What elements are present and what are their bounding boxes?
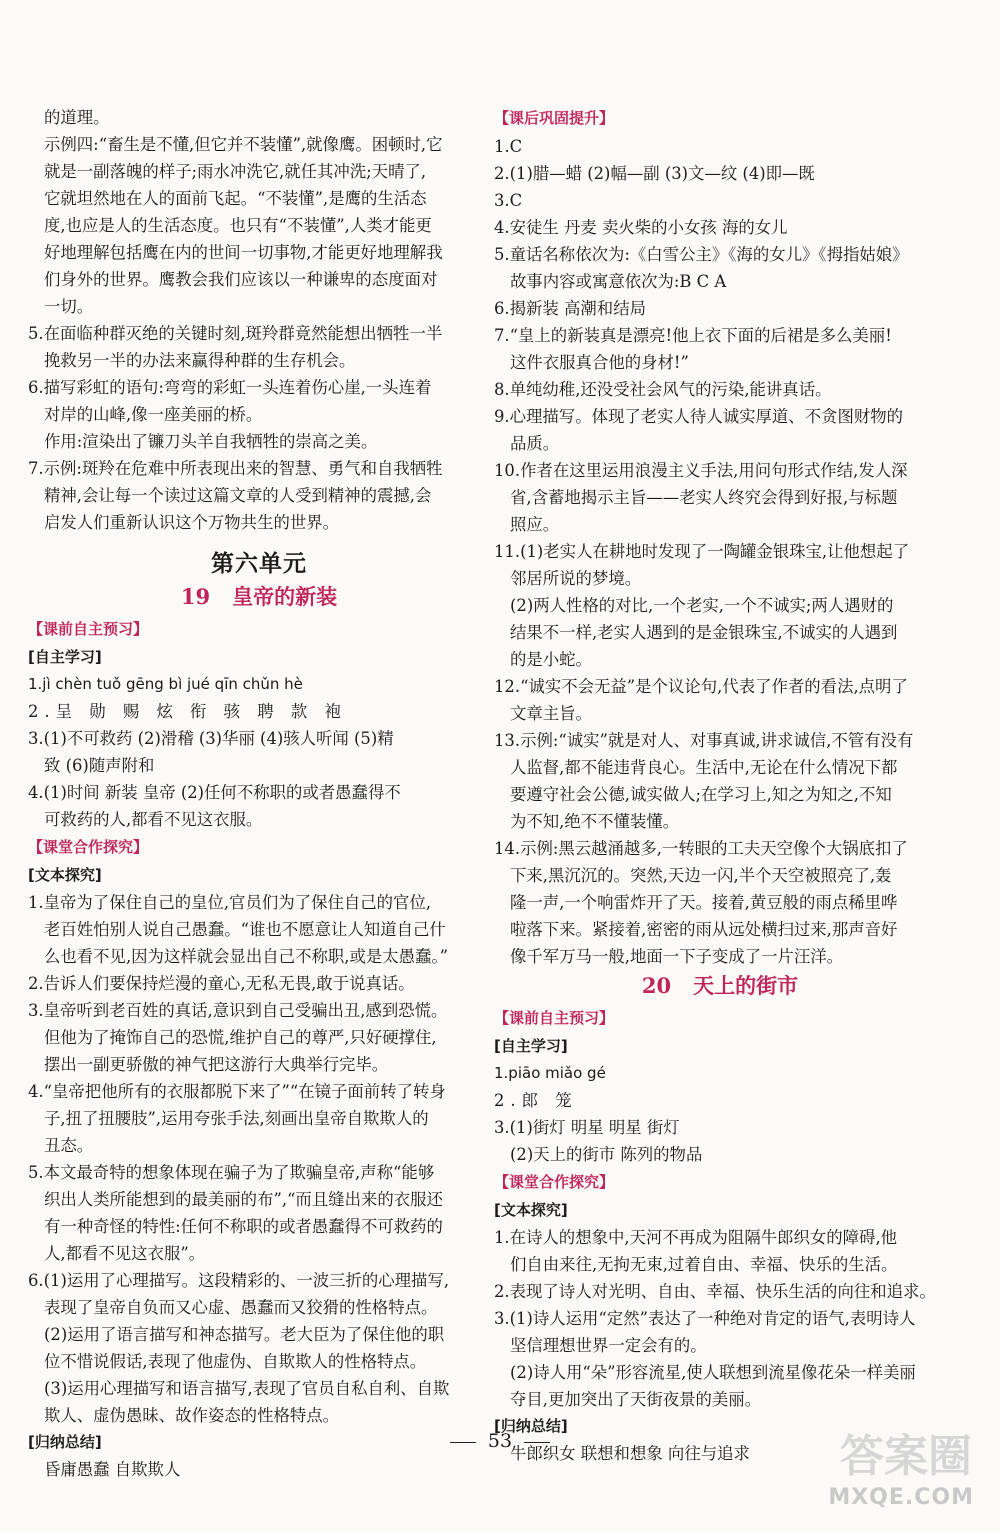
page-number-text: 53 xyxy=(487,1430,513,1452)
pinyin-answer: 1.jì chèn tuǒ gēng bì jué qīn chǔn hè xyxy=(28,675,303,693)
answer-line: 9.心理描写。体现了老实人待人诚实厚道、不贪图财物的 xyxy=(494,407,904,426)
answer-line: 14.示例:黑云越涌越多,一转眼的工夫天空像个大锅底扣了 xyxy=(494,839,908,858)
answer-continuation: 就是一副落魄的样子;雨水冲洗它,就任其冲洗;天晴了, xyxy=(44,162,427,181)
answer-line: 3.(1)不可救药 (2)滑稽 (3)华丽 (4)骇人听闻 (5)精 xyxy=(28,729,394,748)
answer-line: 2.表现了诗人对光明、自由、幸福、快乐生活的向往和追求。 xyxy=(494,1282,936,1301)
lesson-title xyxy=(28,583,490,610)
answer-continuation: 坚信理想世界一定会有的。 xyxy=(510,1336,707,1355)
answer-continuation: (2)诗人用“朵”形容流星,使人联想到流星像花朵一样美丽 xyxy=(510,1363,916,1382)
answer-continuation: 人监督,都不能违背良心。生活中,无论在什么情况下都 xyxy=(510,758,898,777)
answer-continuation: 丑态。 xyxy=(44,1136,94,1155)
answer-continuation: 要遵守社会公德,诚实做人;在学习上,知之为知之,不知 xyxy=(510,785,892,804)
answer-continuation: (2)两人性格的对比,一个老实,一个不诚实;两人遇财的 xyxy=(510,596,894,615)
answer-line: 5.本文最奇特的想象体现在骗子为了欺骗皇帝,声称“能够 xyxy=(28,1163,435,1182)
answer-continuation: 精神,会让每一个读过这篇文章的人受到精神的震撼,会 xyxy=(44,486,432,505)
answer-continuation: 作用:渲染出了镰刀头羊自我牺牲的崇高之美。 xyxy=(44,432,378,451)
answer-continuation: 但他为了掩饰自己的恐慌,维护自己的尊严,只好硬撑住, xyxy=(44,1028,437,1047)
answer-continuation: 人,都看不见这衣服”。 xyxy=(44,1244,206,1263)
answer-continuation: 文章主旨。 xyxy=(510,704,592,723)
answer-continuation: 摆出一副更骄傲的神气把这游行大典举行完毕。 xyxy=(44,1055,389,1074)
pinyin-answer: 1.piāo miǎo gé xyxy=(494,1064,606,1082)
answer-continuation: (2)运用了语言描写和神态描写。老大臣为了保住他的职 xyxy=(44,1325,445,1344)
section-heading: 【课堂合作探究】 xyxy=(28,838,149,856)
answer-continuation: 隆一声,一个响雷炸开了天。接着,黄豆般的雨点稀里哗 xyxy=(510,893,898,912)
left-column xyxy=(28,104,490,1483)
answer-line: 12.“诚实不会无益”是个议论句,代表了作者的看法,点明了 xyxy=(494,677,908,696)
answer-continuation: 邻居所说的梦境。 xyxy=(510,569,642,588)
dash-left xyxy=(450,1442,476,1443)
answer-continuation: 有一种奇怪的特性:任何不称职的或者愚蠢得不可救药的 xyxy=(44,1217,443,1236)
answer-line: 7.“皇上的新装真是漂亮!他上衣下面的后裙是多么美丽! xyxy=(494,326,892,345)
lesson-title xyxy=(494,972,946,999)
answer-continuation: 省,含蓄地揭示主旨——老实人终究会得到好报,与标题 xyxy=(510,488,898,507)
subsection-heading: [文本探究] xyxy=(28,866,102,884)
answer-line: 4.安徒生 丹麦 卖火柴的小女孩 海的女儿 xyxy=(494,218,788,237)
answer-continuation: 结果不一样,老实人遇到的是金银珠宝,不诚实的人遇到 xyxy=(510,623,898,642)
answer-continuation: 欺人、虚伪愚昧、故作姿态的性格特点。 xyxy=(44,1406,340,1425)
answer-continuation: 啦落下来。紧接着,密密的雨从远处横扫过来,那声音好 xyxy=(510,920,898,939)
answer-line: 10.作者在这里运用浪漫主义手法,用问句形式作结,发人深 xyxy=(494,461,908,480)
answer-continuation: 对岸的山峰,像一座美丽的桥。 xyxy=(44,405,263,424)
watermark-text: MXQE.COM xyxy=(828,1485,974,1510)
section-heading: 【课堂合作探究】 xyxy=(494,1173,615,1191)
answer-line: 1.皇帝为了保住自己的皇位,官员们为了保住自己的官位, xyxy=(28,893,432,912)
answer-line: 2.呈 勋 赐 炫 衔 骇 聘 款 袍 xyxy=(28,702,347,721)
answer-continuation: 子,扭了扭腰肢”,运用夸张手法,刻画出皇帝自欺欺人的 xyxy=(44,1109,429,1128)
answer-line: 2.(1)腊—蜡 (2)幅—副 (3)文—纹 (4)即—既 xyxy=(494,164,815,183)
answer-continuation: 夺目,更加突出了天街夜景的美丽。 xyxy=(510,1390,762,1409)
watermark-logo: 答案圈 xyxy=(840,1431,972,1482)
answer-continuation: 们自由来往,无拘无束,过着自由、幸福、快乐的生活。 xyxy=(510,1255,898,1274)
answer-continuation: 致 (6)随声附和 xyxy=(44,756,155,775)
answer-continuation: 它就坦然地在人的面前飞起。“不装懂”,是鹰的生活态 xyxy=(44,189,427,208)
section-heading: 【课前自主预习】 xyxy=(28,620,149,638)
answer-continuation: 表现了皇帝自负而又心虚、愚蠢而又狡猾的性格特点。 xyxy=(44,1298,438,1317)
answer-continuation: 为不知,绝不不懂装懂。 xyxy=(510,812,680,831)
answer-continuation: 织出人类所能想到的最美丽的布”,“而且缝出来的衣服还 xyxy=(44,1190,443,1209)
answer-line: 2.告诉人们要保持烂漫的童心,无私无畏,敢于说真话。 xyxy=(28,974,415,993)
answer-continuation: 示例四:“畜生是不懂,但它并不装懂”,就像鹰。困顿时,它 xyxy=(44,135,443,154)
subsection-heading: [自主学习] xyxy=(28,648,102,666)
answer-continuation: 老百姓怕别人说自己愚蠢。“谁也不愿意让人知道自己什 xyxy=(44,920,446,939)
answer-continuation: 像千军万马一般,地面一下子变成了一片汪洋。 xyxy=(510,947,844,966)
subsection-heading: [归纳总结] xyxy=(494,1417,568,1435)
answer-continuation: 么也看不见,因为这样就会显出自己不称职,或是太愚蠢。” xyxy=(44,947,448,966)
subsection-heading: [归纳总结] xyxy=(28,1433,102,1451)
answer-continuation: 故事内容或寓意依次为:B C A xyxy=(510,272,727,291)
answer-continuation: 可救药的人,都看不见这衣服。 xyxy=(44,810,263,829)
watermark xyxy=(828,1420,978,1512)
answer-continuation: 品质。 xyxy=(510,434,560,453)
subsection-heading: [自主学习] xyxy=(494,1037,568,1055)
subsection-heading: [文本探究] xyxy=(494,1201,568,1219)
answer-line: 1.在诗人的想象中,天河不再成为阻隔牛郎织女的障碍,他 xyxy=(494,1228,898,1247)
answer-line: 5.在面临种群灭绝的关键时刻,斑羚群竟然能想出牺牲一半 xyxy=(28,324,443,343)
answer-line: 6.(1)运用了心理描写。这段精彩的、一波三折的心理描写, xyxy=(28,1271,450,1290)
answer-continuation: 挽救另一半的办法来赢得种群的生存机会。 xyxy=(44,351,356,370)
answer-line: 4.(1)时间 新装 皇帝 (2)任何不称职的或者愚蠢得不 xyxy=(28,783,401,802)
dash-right xyxy=(524,1442,550,1443)
answer-line: 3.C xyxy=(494,191,523,210)
answer-continuation: 们身外的世界。鹰教会我们应该以一种谦卑的态度面对 xyxy=(44,270,438,289)
answer-line: 5.童话名称依次为:《白雪公主》《海的女儿》《拇指姑娘》 xyxy=(494,245,909,264)
answer-continuation: 的道理。 xyxy=(44,108,110,127)
answer-line: 8.单纯幼稚,还没受社会风气的污染,能讲真话。 xyxy=(494,380,832,399)
answer-line: 13.示例:“诚实”就是对人、对事真诚,讲求诚信,不管有没有 xyxy=(494,731,914,750)
answer-line: 6.揭新装 高潮和结局 xyxy=(494,299,646,318)
answer-continuation: 的是小蛇。 xyxy=(510,650,592,669)
answer-line: 3.皇帝听到老百姓的真话,意识到自己受骗出丑,感到恐慌。 xyxy=(28,1001,448,1020)
answer-continuation: 昏庸愚蠢 自欺欺人 xyxy=(44,1460,181,1479)
answer-continuation: (2)天上的街市 陈列的物品 xyxy=(510,1145,703,1164)
section-heading: 【课前自主预习】 xyxy=(494,1009,615,1027)
answer-continuation: 照应。 xyxy=(510,515,560,534)
answer-line: 1.C xyxy=(494,137,523,156)
answer-line: 3.(1)街灯 明星 明星 街灯 xyxy=(494,1118,680,1137)
answer-continuation: 下来,黑沉沉的。突然,天边一闪,半个天空被照亮了,轰 xyxy=(510,866,892,885)
answer-line: 2.郎 笼 xyxy=(494,1091,578,1110)
answer-line: 3.(1)诗人运用“定然”表达了一种绝对肯定的语气,表明诗人 xyxy=(494,1309,916,1328)
answer-continuation: 这件衣服真合他的身材!” xyxy=(510,353,689,372)
answer-line: 4.“皇帝把他所有的衣服都脱下来了”“在镜子面前转了转身 xyxy=(28,1082,446,1101)
answer-continuation: 牛郎织女 联想和想象 向往与追求 xyxy=(510,1444,750,1463)
answer-continuation: 一切。 xyxy=(44,297,94,316)
answer-line: 11.(1)老实人在耕地时发现了一陶罐金银珠宝,让他想起了 xyxy=(494,542,910,561)
lesson-number: 19 xyxy=(180,584,211,609)
right-column xyxy=(494,104,946,1467)
section-heading: 【课后巩固提升】 xyxy=(494,109,615,127)
lesson-name: 天上的街市 xyxy=(693,973,799,998)
answer-line: 6.描写彩虹的语句:弯弯的彩虹一头连着伤心崖,一头连着 xyxy=(28,378,432,397)
lesson-name: 皇帝的新装 xyxy=(232,584,338,609)
answer-line: 7.示例:斑羚在危难中所表现出来的智慧、勇气和自我牺牲 xyxy=(28,459,443,478)
unit-title: 第六单元 xyxy=(211,550,307,577)
answer-continuation: (3)运用心理描写和语言描写,表现了官员自私自利、自欺 xyxy=(44,1379,450,1398)
answer-continuation: 度,也应是人的生活态度。也只有“不装懂”,人类才能更 xyxy=(44,216,432,235)
answer-continuation: 启发人们重新认识这个万物共生的世界。 xyxy=(44,513,340,532)
lesson-number: 20 xyxy=(641,973,672,998)
answer-continuation: 好地理解包括鹰在内的世间一切事物,才能更好地理解我 xyxy=(44,243,443,262)
answer-continuation: 位不惜说假话,表现了他虚伪、自欺欺人的性格特点。 xyxy=(44,1352,427,1371)
